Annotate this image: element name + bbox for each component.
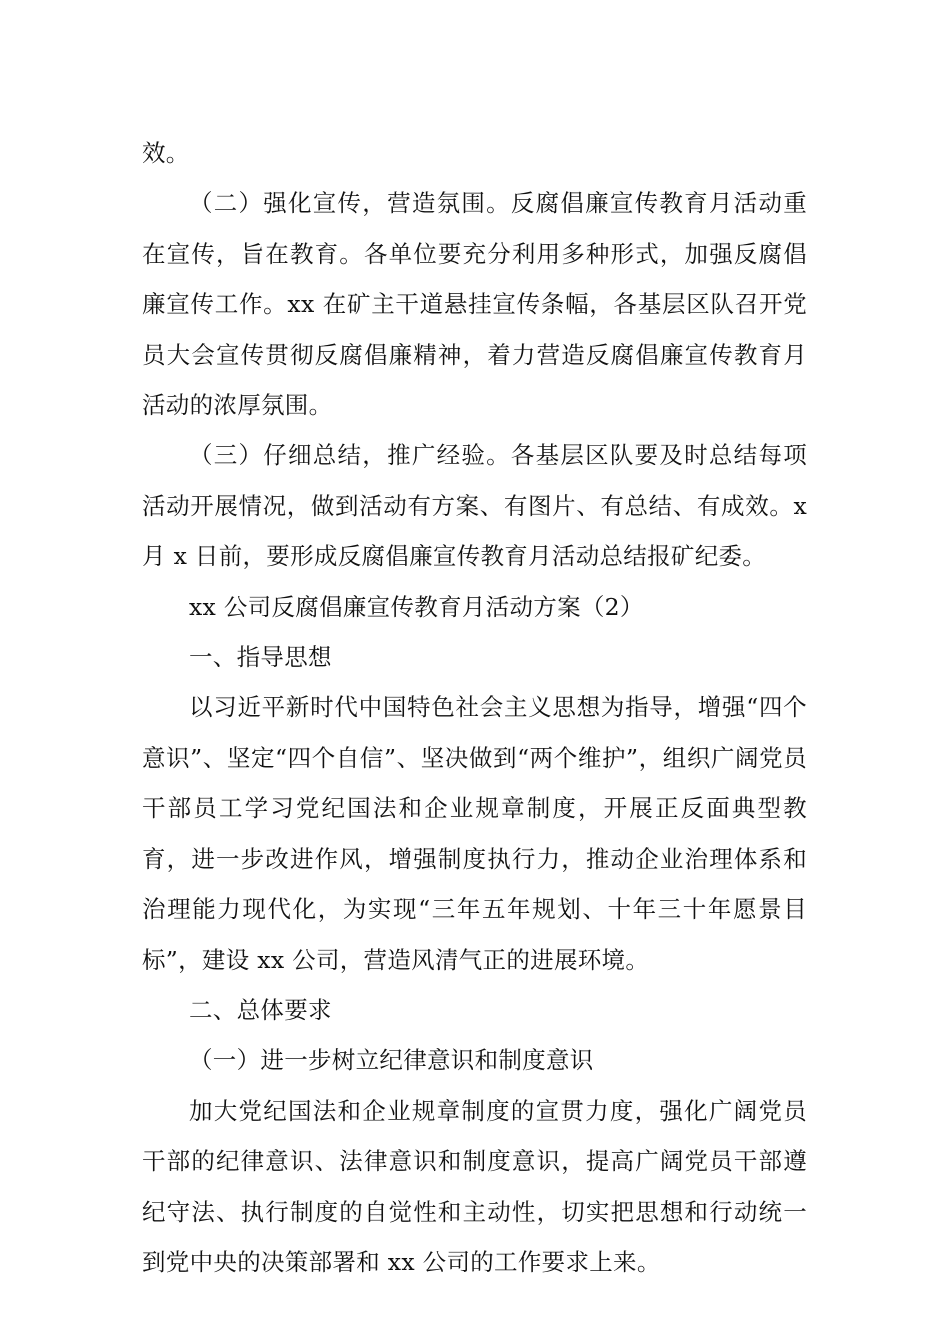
paragraph-discipline: 加大党纪国法和企业规章制度的宣贯力度，强化广阔党员干部的纪律意识、法律意识和制度意识，提高广阔党员干部遵纪守法、执行制度的自觉性和主动性，切实把思想和行动统一到党中央的决策部署和 xx 公司的工作要求上来。 — [142, 1096, 807, 1276]
document-subtitle: xx 公司反腐倡廉宣传教育月活动方案（2） — [189, 592, 644, 621]
subsection-heading-discipline: （一）进一步树立纪律意识和制度意识 — [189, 1046, 594, 1075]
section-heading-guiding-ideology: 一、指导思想 — [189, 643, 332, 672]
paragraph-continuation: 效。 — [142, 139, 190, 167]
paragraph-guiding-ideology: 以习近平新时代中国特色社会主义思想为指导，增强“四个意识”、坚定“四个自信”、坚决做到“两个维护”，组织广阔党员干部员工学习党纪国法和企业规章制度，开展正反面典型教育，进一步改进作风，增强制度执行力，推动企业治理体系和治理能力现代化，为实现“三年五年规划、十年三十年愿景目标”，建设 xx 公司，营造风清气正的进展环境。 — [142, 693, 807, 974]
document-body — [142, 128, 807, 1287]
paragraph-summary: （三）仔细总结，推广经验。各基层区队要及时总结每项活动开展情况，做到活动有方案、有图片、有总结、有成效。x 月 x 日前，要形成反腐倡廉宣传教育月活动总结报矿纪委。 — [142, 441, 807, 571]
paragraph-promotion: （二）强化宣传，营造氛围。反腐倡廉宣传教育月活动重在宣传，旨在教育。各单位要充分利用多种形式，加强反腐倡廉宣传工作。xx 在矿主干道悬挂宣传条幅，各基层区队召开党员大会宣传贯彻反腐倡廉精神，着力营造反腐倡廉宣传教育月活动的浓厚氛围。 — [142, 189, 807, 420]
section-heading-overall-requirements: 二、总体要求 — [189, 995, 332, 1024]
